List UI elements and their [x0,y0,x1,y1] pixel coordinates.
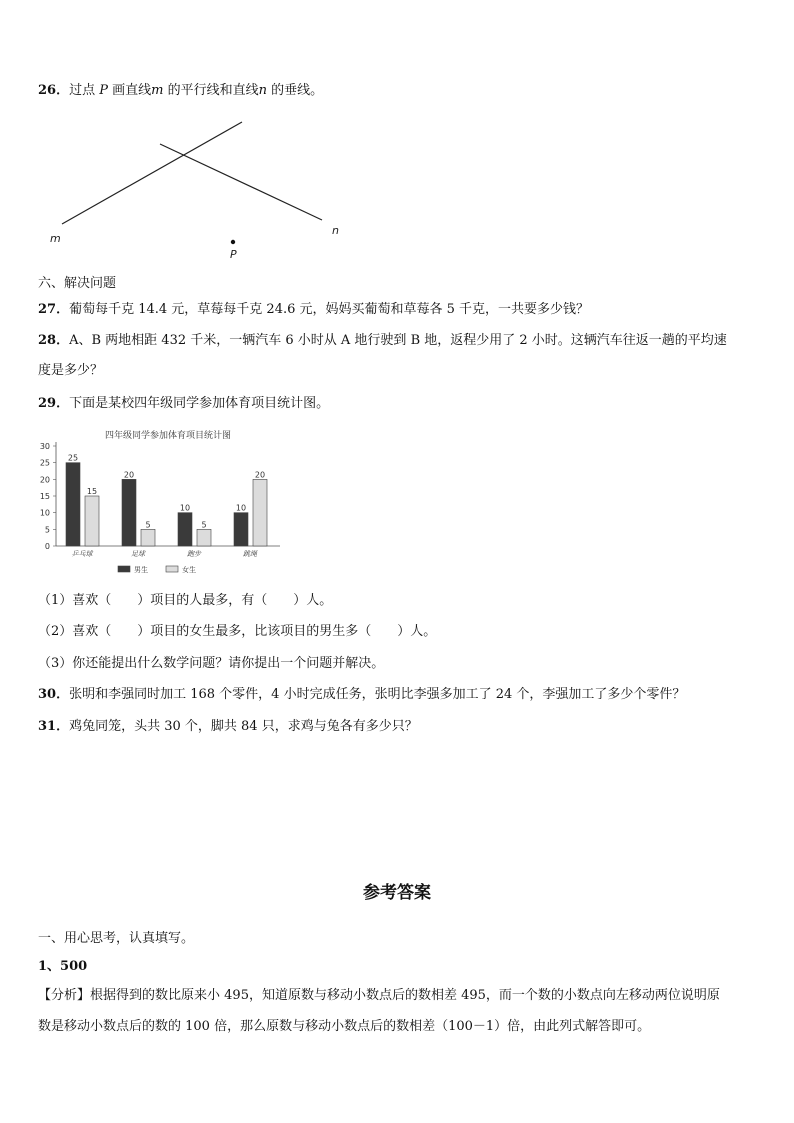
q31-text: 鸡兔同笼，头共 30 个，脚共 84 只，求鸡与兔各有多少只？ [69,719,418,734]
question-number: 31． [38,719,70,734]
label-m: m [50,232,61,245]
q26-point-p: P [99,83,108,98]
legend-swatch [118,566,130,572]
bar-value-label: 20 [123,470,135,480]
category-label: 跳绳 [243,550,257,558]
analysis-tag: 【分析】 [38,988,91,1003]
question-number: 28． [38,333,70,348]
y-tick-label: 30 [39,442,50,451]
bar [66,463,80,546]
question-26 [38,82,323,100]
y-tick-label: 10 [39,508,50,518]
line-m [62,122,242,224]
bar [141,529,155,546]
y-tick-label: 20 [39,475,50,485]
bar-chart [30,424,290,584]
q27-text: 葡萄每千克 14.4 元，草莓每千克 24.6 元，妈妈买葡萄和草莓各 5 千克，一共要多少钱？ [69,302,590,317]
question-28-cont: 度是多少？ [38,363,104,378]
question-28 [38,332,727,350]
answer-1: 1、500 [38,959,88,974]
q29-sub-3: （3）你还能提出什么数学问题？请你提出一个问题并解决。 [38,656,385,671]
bar [85,496,99,546]
bar-value-label: 25 [67,453,79,463]
bar-value-label: 10 [179,503,191,513]
y-tick-label: 25 [39,458,50,468]
category-label: 乒乓球 [71,550,93,558]
y-tick-label: 5 [44,525,50,535]
legend-label: 女生 [182,566,196,574]
section-6-heading: 六、解决问题 [38,276,117,291]
chart-title: 四年级同学参加体育项目统计图 [104,431,232,441]
question-31 [38,718,418,736]
question-number: 26． [38,83,70,98]
bar [197,529,211,546]
answer-title: 参考答案 [363,883,431,903]
label-p: P [230,248,237,261]
bar-value-label: 5 [145,520,151,530]
q26-text-mid2: 的平行线和直线 [163,83,259,98]
bar [122,479,136,546]
q29-sub-1: （1）喜欢（ ）项目的人最多，有（ ）人。 [38,593,333,608]
q26-text-mid: 画直线 [107,83,152,98]
q26-text-post: 的垂线。 [266,83,324,98]
category-label: 跑步 [187,550,201,558]
analysis-1 [38,987,720,1005]
bar [234,513,248,546]
label-n: n [332,224,339,237]
q28-text: A、B 两地相距 432 千米，一辆汽车 6 小时从 A 地行驶到 B 地，返程少用了 2 小时。这辆汽车往返一趟的平均速 [69,333,727,348]
lines-figure [0,110,400,270]
q26-line-n: n [258,83,267,98]
bar-value-label: 20 [254,470,266,480]
q29-sub-2: （2）喜欢（ ）项目的女生最多，比该项目的男生多（ ）人。 [38,624,437,639]
bar-value-label: 5 [201,520,207,530]
category-label: 足球 [131,550,145,558]
bar [178,513,192,546]
bar-value-label: 15 [86,487,98,496]
question-number: 30． [38,687,70,702]
bar-value-label: 10 [235,503,247,513]
analysis-text: 根据得到的数比原来小 495，知道原数与移动小数点后的数相差 495，而一个数的小数点向左移动两位说明原 [90,988,720,1003]
legend-label: 男生 [134,566,148,574]
point-p [231,240,235,244]
analysis-1-cont: 数是移动小数点后的数的 100 倍，那么原数与移动小数点后的数相差（100－1）倍，由此列式解答即可。 [38,1019,651,1034]
q26-line-m: m [151,83,164,98]
q26-text-pre: 过点 [69,83,100,98]
y-tick-label: 0 [44,542,50,551]
line-n [160,144,322,220]
question-number: 29． [38,396,70,411]
question-30 [38,686,685,704]
question-number: 27． [38,302,70,317]
answer-section-1-heading: 一、用心思考，认真填写。 [38,931,195,946]
q29-text: 下面是某校四年级同学参加体育项目统计图。 [69,396,330,411]
question-29 [38,395,329,413]
bar [253,479,267,546]
question-27 [38,301,589,319]
y-tick-label: 15 [39,492,50,501]
q30-text: 张明和李强同时加工 168 个零件，4 小时完成任务，张明比李强多加工了 24 个，李强加工了多少个零件？ [69,687,686,702]
legend-swatch [166,566,178,572]
